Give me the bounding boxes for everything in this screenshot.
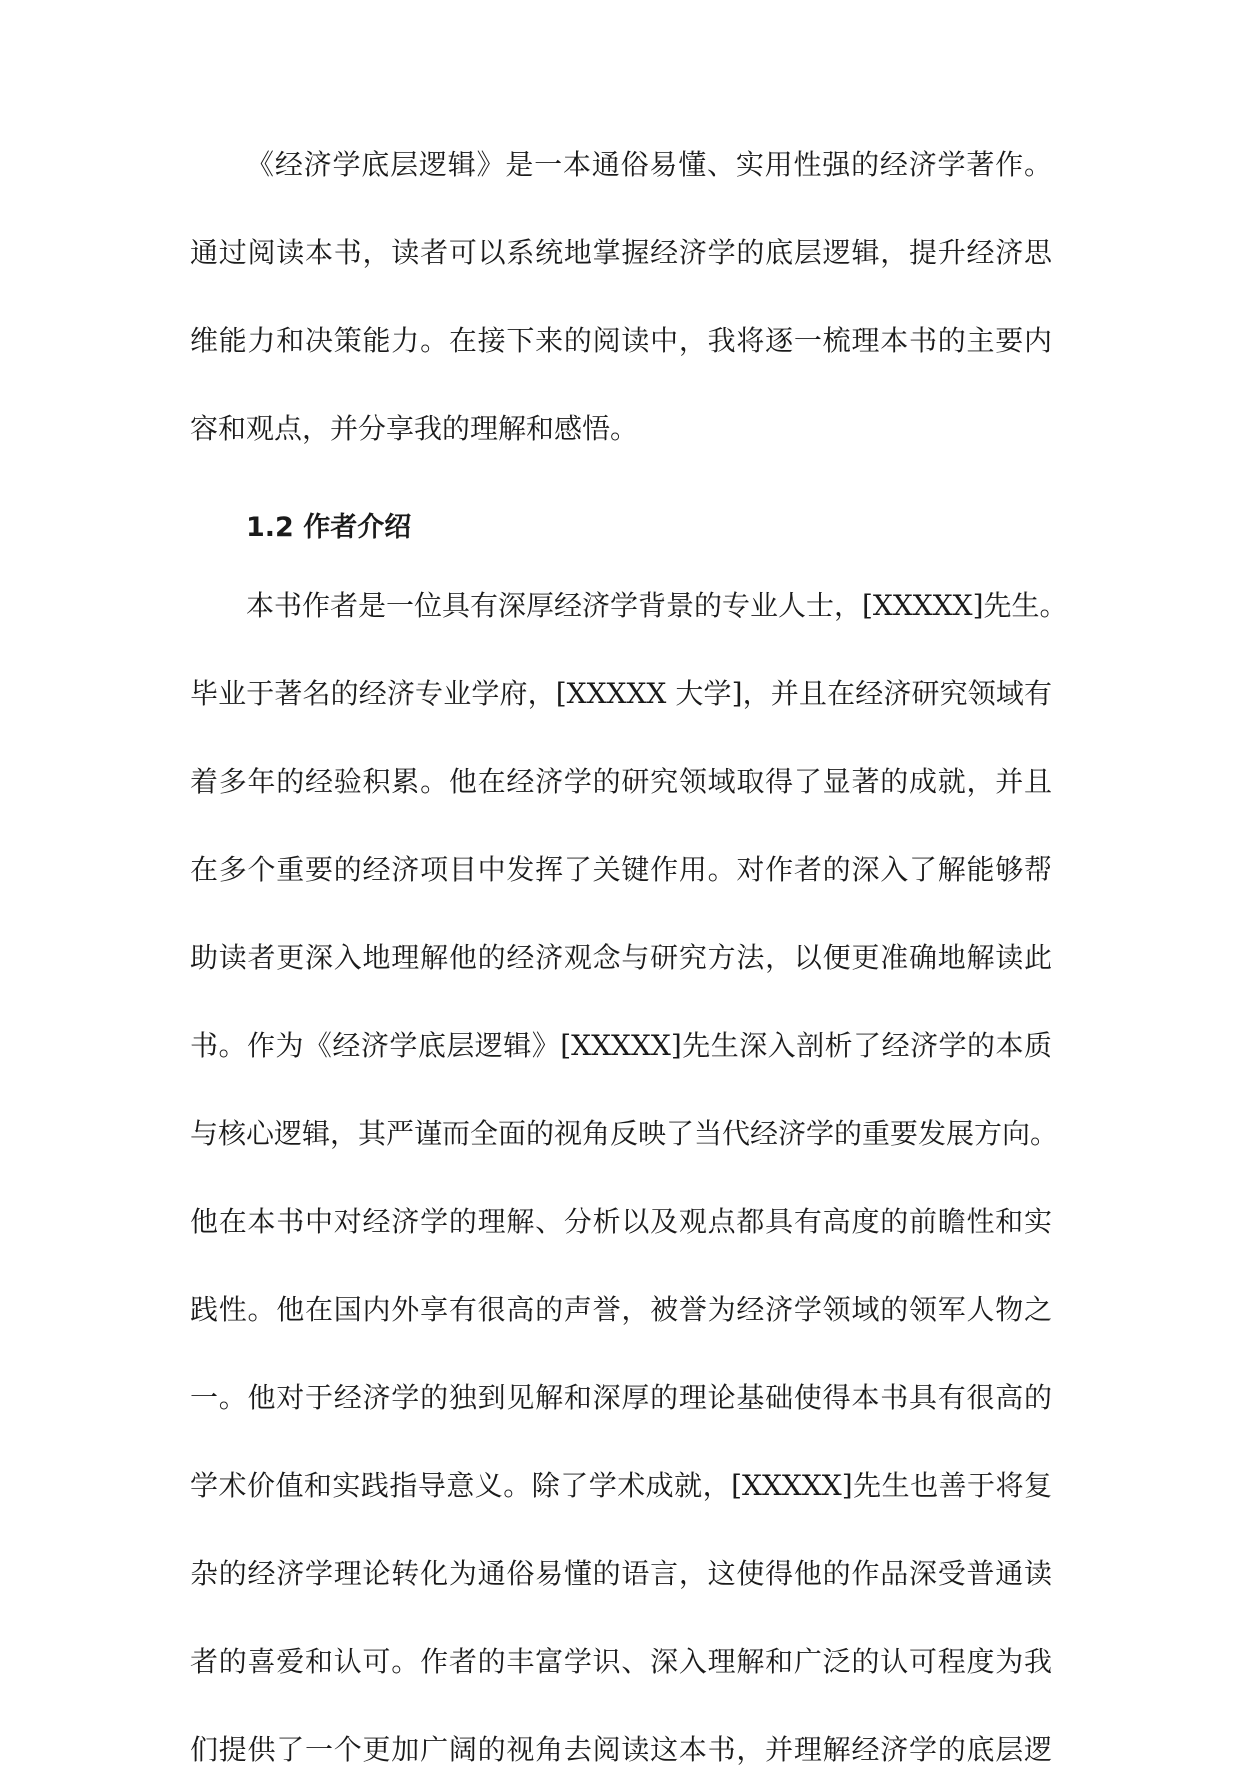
paragraph-line: 一。他对于经济学的独到见解和深厚的理论基础使得本书具有很高的 bbox=[190, 1381, 1052, 1414]
document-body bbox=[190, 145, 1068, 1770]
paragraph-line: 与核心逻辑，其严谨而全面的视角反映了当代经济学的重要发展方向。 bbox=[190, 1117, 1059, 1150]
paragraph-line: 在多个重要的经济项目中发挥了关键作用。对作者的深入了解能够帮 bbox=[190, 853, 1052, 886]
paragraph-line: 维能力和决策能力。在接下来的阅读中，我将逐一梳理本书的主要内 bbox=[190, 324, 1052, 357]
paragraph-intro bbox=[190, 145, 1052, 449]
paragraph-line: 着多年的经验积累。他在经济学的研究领域取得了显著的成就，并且 bbox=[190, 765, 1052, 798]
paragraph-line: 《经济学底层逻辑》是一本通俗易懂、实用性强的经济学著作。 bbox=[246, 148, 1052, 181]
paragraph-line: 们提供了一个更加广阔的视角去阅读这本书，并理解经济学的底层逻 bbox=[190, 1733, 1052, 1766]
paragraph-line: 杂的经济学理论转化为通俗易懂的语言，这使得他的作品深受普通读 bbox=[190, 1557, 1052, 1590]
paragraph-line: 助读者更深入地理解他的经济观念与研究方法，以便更准确地解读此 bbox=[190, 941, 1052, 974]
paragraph-line: 者的喜爱和认可。作者的丰富学识、深入理解和广泛的认可程度为我 bbox=[190, 1645, 1052, 1678]
paragraph-line: 容和观点，并分享我的理解和感悟。 bbox=[190, 412, 639, 445]
paragraph-author bbox=[190, 586, 1068, 1770]
paragraph-line: 他在本书中对经济学的理解、分析以及观点都具有高度的前瞻性和实 bbox=[190, 1205, 1052, 1238]
paragraph-line: 书。作为《经济学底层逻辑》[XXXXX]先生深入剖析了经济学的本质 bbox=[190, 1029, 1052, 1062]
paragraph-line: 通过阅读本书，读者可以系统地掌握经济学的底层逻辑，提升经济思 bbox=[190, 236, 1052, 269]
paragraph-line: 毕业于著名的经济专业学府，[XXXXX 大学]，并且在经济研究领域有 bbox=[190, 677, 1052, 710]
paragraph-line: 践性。他在国内外享有很高的声誉，被誉为经济学领域的领军人物之 bbox=[190, 1293, 1052, 1326]
paragraph-line: 学术价值和实践指导意义。除了学术成就，[XXXXX]先生也善于将复 bbox=[190, 1469, 1052, 1502]
section-heading: 1.2 作者介绍 bbox=[246, 512, 412, 543]
paragraph-line: 本书作者是一位具有深厚经济学背景的专业人士，[XXXXX]先生。 bbox=[246, 589, 1068, 622]
